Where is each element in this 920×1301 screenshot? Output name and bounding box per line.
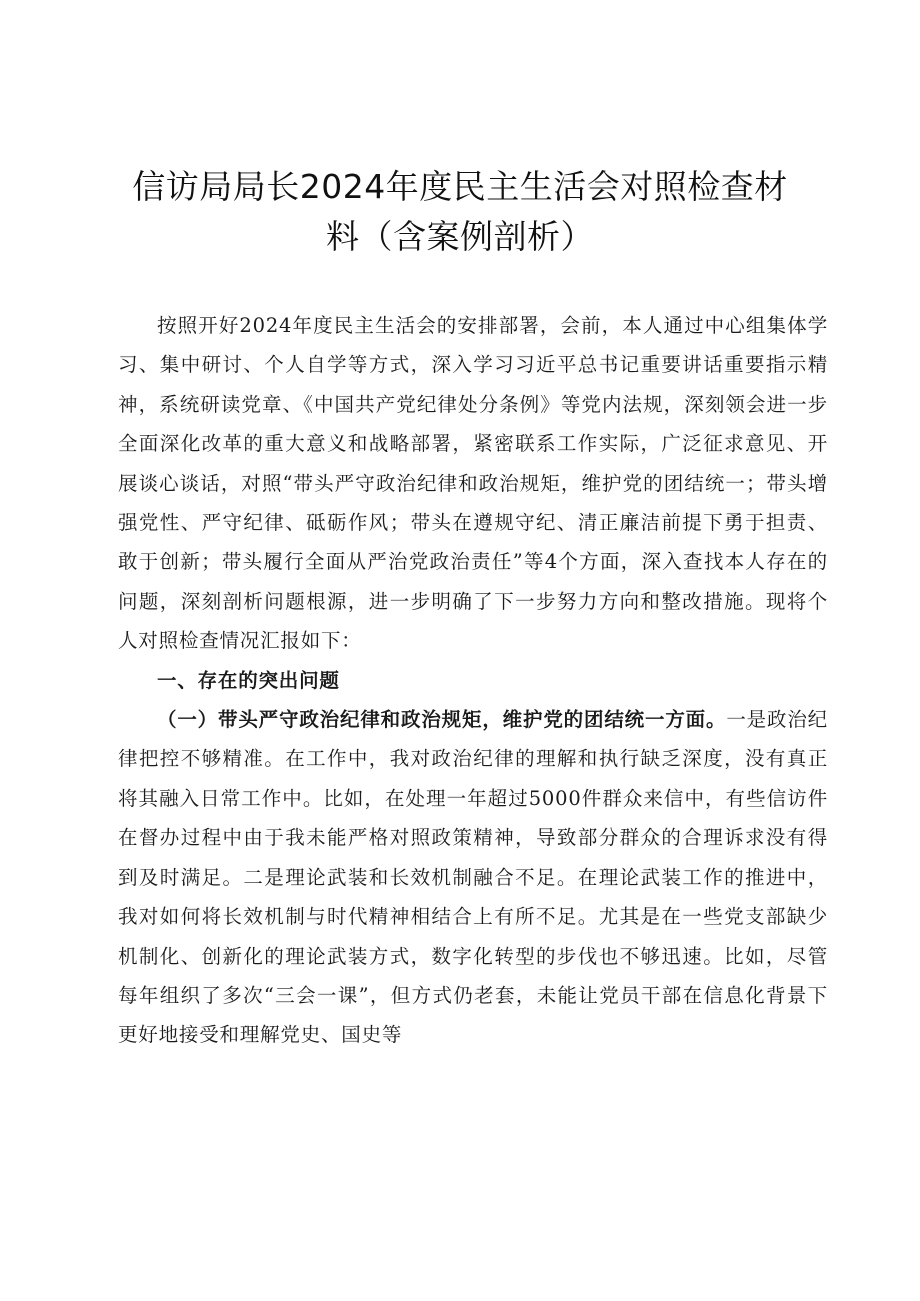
section-heading-1: 一、存在的突出问题 [157,668,340,692]
title-line-2: 料（含案例剖析） [326,217,594,256]
intro-paragraph: 按照开好2024年度民主生活会的安排部署，会前，本人通过中心组集体学习、集中研讨、个人自学等方式，深入学习习近平总书记重要讲话重要指示精神，系统研读党章、《中国共产党纪律处分条例》等党内法规，深刻领会进一步全面深化改革的重大意义和战略部署，紧密联系工作实际，广泛征求意见、开展谈心谈话，对照“带头严守政治纪律和政治规矩，维护党的团结统一；带头增强党性、严守纪律、砥砺作风；带头在遵规守纪、清正廉洁前提下勇于担责、敢于创新；带头履行全面从严治党政治责任”等4个方面，深入查找本人存在的问题，深刻剖析问题根源，进一步明确了下一步努力方向和整改措施。现将个人对照检查情况汇报如下： [118,314,828,653]
document-body [118,306,828,1055]
subsection-paragraph-1 [118,700,828,1055]
subsection-heading-1: （一）带头严守政治纪律和政治规矩，维护党的团结统一方面。 [157,708,727,732]
title-line-1: 信访局局长2024年度民主生活会对照检查材 [132,167,788,206]
document-title [110,162,810,262]
subsection-body-1: 一是政治纪律把控不够精准。在工作中，我对政治纪律的理解和执行缺乏深度，没有真正将其融入日常工作中。比如，在处理一年超过5000件群众来信中，有些信访件在督办过程中由于我未能严格对照政策精神，导致部分群众的合理诉求没有得到及时满足。二是理论武装和长效机制融合不足。在理论武装工作的推进中，我对如何将长效机制与时代精神相结合上有所不足。尤其是在一些党支部缺少机制化、创新化的理论武装方式，数字化转型的步伐也不够迅速。比如，尽管每年组织了多次“三会一课”，但方式仍老套，未能让党员干部在信息化背景下更好地接受和理解党史、国史等 [118,708,828,1047]
